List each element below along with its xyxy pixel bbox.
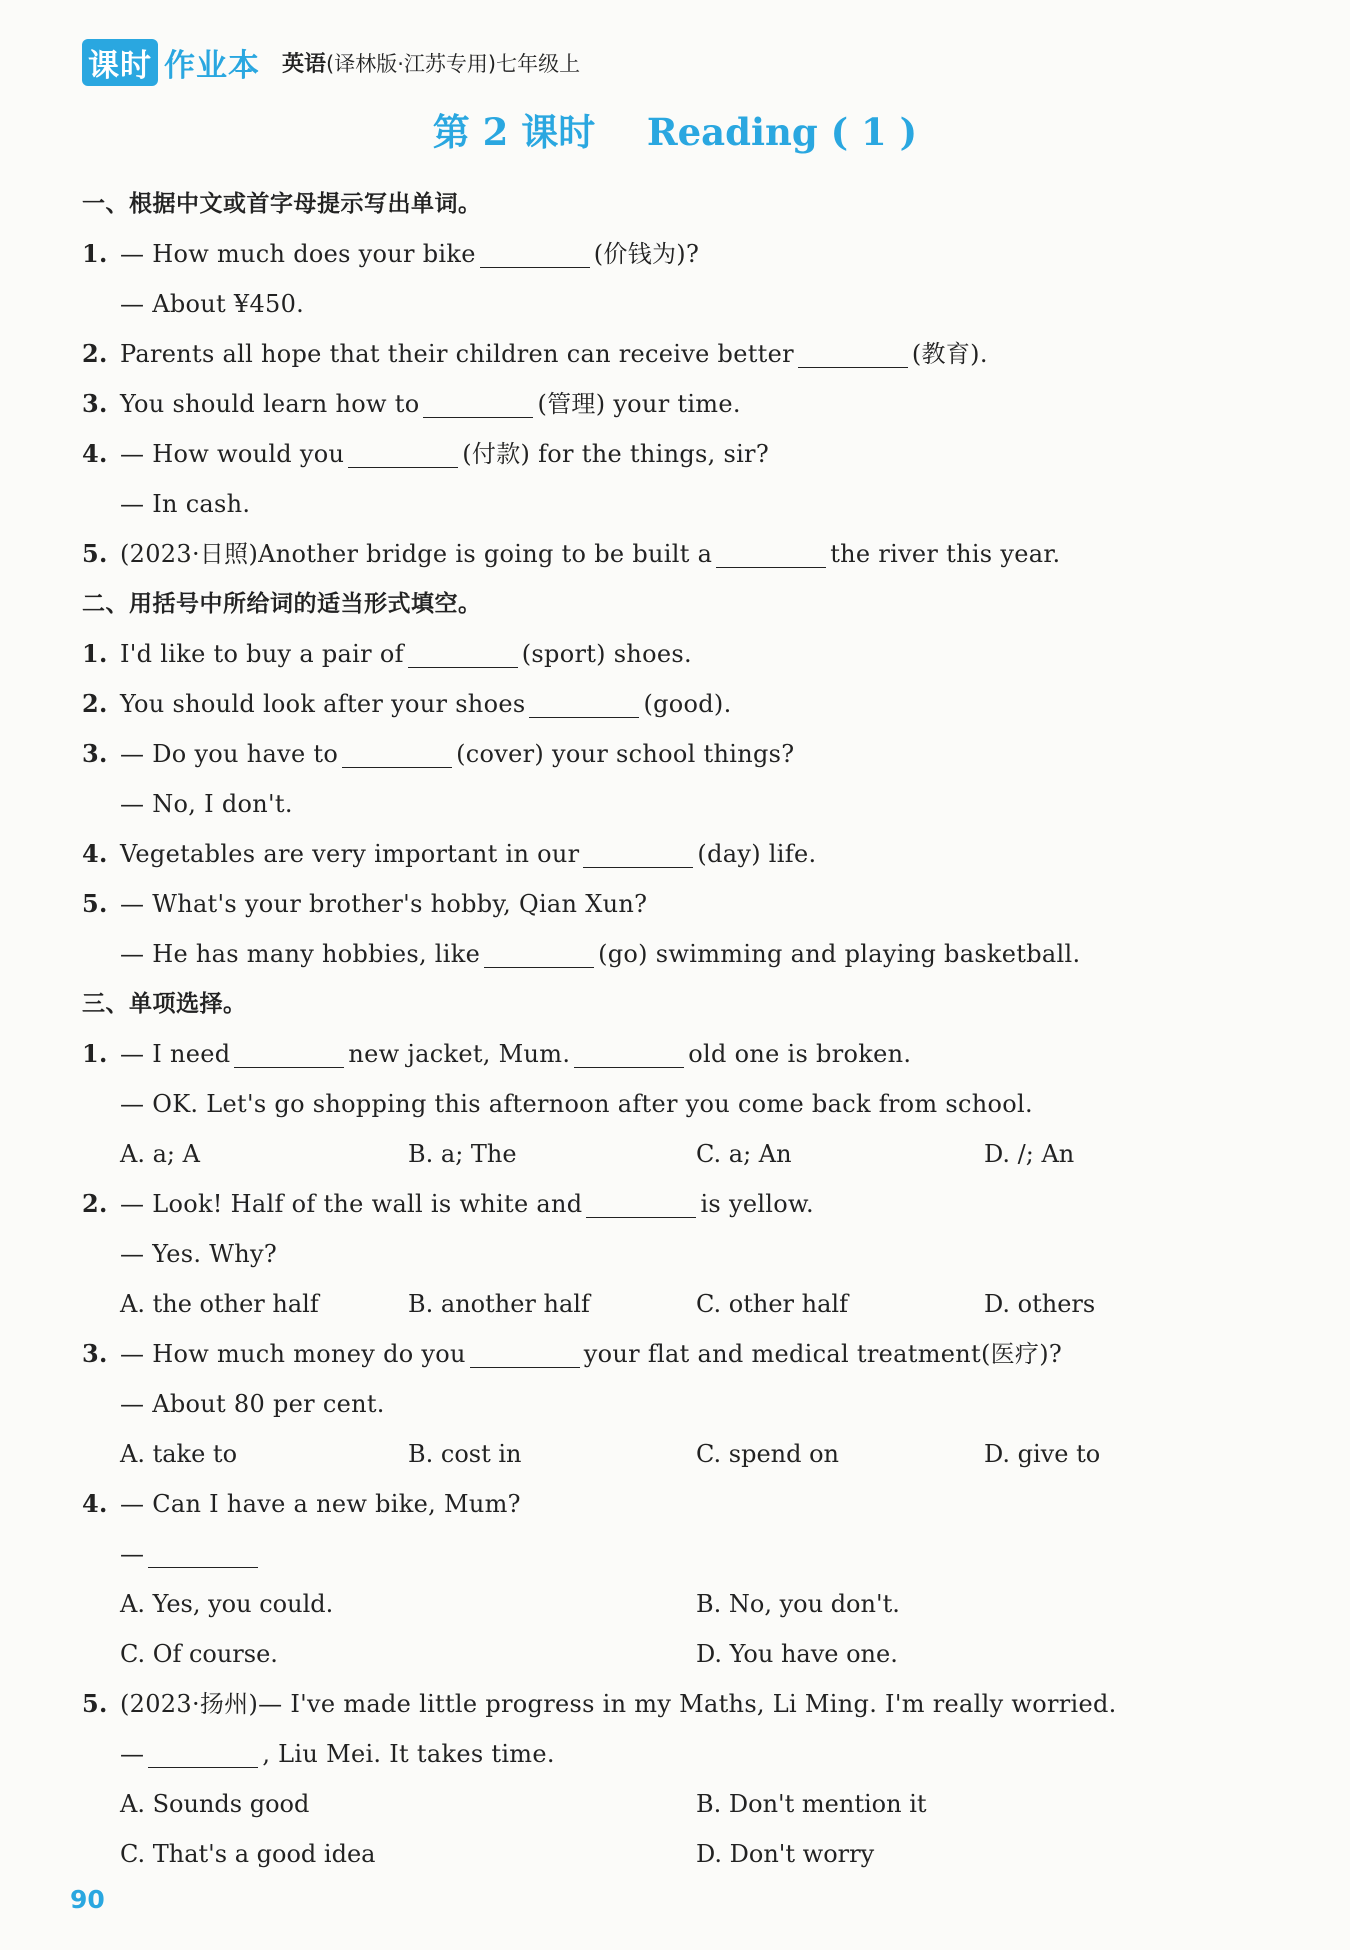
question-number: 5. [82,1689,108,1718]
question-number: 2. [82,1189,108,1218]
s3-q3-option-c[interactable]: C. spend on [696,1440,840,1468]
s3-q3-option-a[interactable]: A. take to [120,1440,238,1468]
s3-q4-reply [120,1536,262,1572]
answer-blank[interactable] [529,694,639,718]
book-logo [82,39,260,86]
s2-question-3 [82,736,794,772]
section-1-title: 一、根据中文或首字母提示写出单词。 [82,191,482,217]
question-number: 2. [82,689,108,718]
question-text: — What's your brother's hobby, Qian Xun? [120,890,648,918]
s3-q5-option-d[interactable]: D. Don't worry [696,1840,875,1868]
question-text: (day) life. [697,840,817,868]
s3-q1-reply: — OK. Let's go shopping this afternoon after you come back from school. [120,1090,1033,1118]
reply-dash: — [120,1540,145,1568]
question-text: You should learn how to [120,390,420,418]
s2-question-4 [82,836,816,872]
s3-q2-option-b[interactable]: B. another half [408,1290,590,1318]
question-text: You should look after your shoes [120,690,526,718]
s1-question-4 [82,436,769,472]
s2-q5-reply [120,936,1080,972]
answer-blank[interactable] [470,1344,580,1368]
question-text: — Do you have to [120,740,339,768]
reply-text: , Liu Mei. It takes time. [262,1740,555,1768]
question-number: 2. [82,339,108,368]
answer-blank[interactable] [574,1044,684,1068]
edition-label: (译林版·江苏专用)七年级上 [326,51,581,76]
question-text: the river this year. [830,540,1061,568]
question-number: 4. [82,439,108,468]
question-text: old one is broken. [688,1040,912,1068]
question-text: — I need [120,1040,231,1068]
s1-question-3 [82,386,741,422]
subject-label: 英语 [282,51,327,77]
question-number: 1. [82,1039,108,1068]
s3-question-3 [82,1336,1062,1372]
question-text: (付款) for the things, sir? [462,440,769,468]
s3-q4-option-a[interactable]: A. Yes, you could. [120,1590,334,1618]
s2-question-5 [82,886,647,922]
question-number: 3. [82,389,108,418]
s3-q4-option-d[interactable]: D. You have one. [696,1640,898,1668]
s3-question-2 [82,1186,814,1222]
s3-question-1 [82,1036,911,1072]
question-text: (管理) your time. [537,390,741,418]
question-text: (cover) your school things? [456,740,795,768]
question-text: — Look! Half of the wall is white and [120,1190,583,1218]
question-text: (教育). [911,340,988,368]
logo-sub-text: 作业本 [164,47,260,84]
reply-text: — He has many hobbies, like [120,940,481,968]
s2-question-2 [82,686,732,722]
question-number: 3. [82,1339,108,1368]
answer-blank[interactable] [583,844,693,868]
s3-q5-option-c[interactable]: C. That's a good idea [120,1840,376,1868]
s3-q4-option-b[interactable]: B. No, you don't. [696,1590,900,1618]
question-number: 5. [82,539,108,568]
question-text: — How much money do you [120,1340,466,1368]
question-number: 4. [82,1489,108,1518]
s1-question-1 [82,236,699,272]
answer-blank[interactable] [480,244,590,268]
section-3-title: 三、单项选择。 [82,991,247,1017]
s2-question-1 [82,636,692,672]
s1-question-5 [82,536,1060,572]
question-text: Parents all hope that their children can receive better [120,340,794,368]
question-number: 1. [82,639,108,668]
logo-main-text: 课时 [82,39,158,86]
s3-q1-option-d[interactable]: D. /; An [984,1140,1075,1168]
s1-q4-reply: — In cash. [120,490,251,518]
question-text: new jacket, Mum. [348,1040,571,1068]
answer-blank[interactable] [716,544,826,568]
question-number: 4. [82,839,108,868]
question-number: 3. [82,739,108,768]
question-text: — How would you [120,440,345,468]
answer-blank[interactable] [586,1194,696,1218]
s1-q1-reply: — About ¥450. [120,290,305,318]
s1-question-2 [82,336,988,372]
s3-q3-option-d[interactable]: D. give to [984,1440,1101,1468]
s3-q2-option-d[interactable]: D. others [984,1290,1096,1318]
answer-blank[interactable] [408,644,518,668]
s3-q4-option-c[interactable]: C. Of course. [120,1640,278,1668]
answer-blank[interactable] [148,1744,258,1768]
s3-q5-reply [120,1736,555,1772]
question-text: (sport) shoes. [521,640,692,668]
answer-blank[interactable] [348,444,458,468]
s3-q3-option-b[interactable]: B. cost in [408,1440,522,1468]
question-text: is yellow. [700,1190,814,1218]
question-text: (good). [643,690,732,718]
book-info [282,47,580,78]
s3-q2-option-a[interactable]: A. the other half [120,1290,319,1318]
s3-question-5 [82,1686,1117,1722]
question-text: (价钱为)? [593,240,700,268]
lesson-title: 第 2 课时 Reading ( 1 ) [432,110,918,154]
page-header [82,40,580,84]
s3-q1-option-a[interactable]: A. a; A [120,1140,200,1168]
answer-blank[interactable] [342,744,452,768]
s3-q2-reply: — Yes. Why? [120,1240,278,1268]
s3-question-4 [82,1486,521,1522]
s3-q2-option-c[interactable]: C. other half [696,1290,848,1318]
question-text: Vegetables are very important in our [120,840,580,868]
answer-blank[interactable] [798,344,908,368]
question-text: your flat and medical treatment(医疗)? [583,1340,1063,1368]
answer-blank[interactable] [148,1544,258,1568]
question-number: 1. [82,239,108,268]
question-text: — How much does your bike [120,240,476,268]
answer-blank[interactable] [423,394,533,418]
question-text: (2023·扬州)— I've made little progress in my Maths, Li Ming. I'm really worried. [120,1690,1117,1718]
reply-text: (go) swimming and playing basketball. [598,940,1081,968]
s3-q5-option-a[interactable]: A. Sounds good [120,1790,310,1818]
s3-q3-reply: — About 80 per cent. [120,1390,385,1418]
reply-dash: — [120,1740,145,1768]
section-2-title: 二、用括号中所给词的适当形式填空。 [82,591,482,617]
question-text: I'd like to buy a pair of [120,640,404,668]
s3-q1-option-b[interactable]: B. a; The [408,1140,517,1168]
answer-blank[interactable] [484,944,594,968]
s3-q1-option-c[interactable]: C. a; An [696,1140,792,1168]
question-text: (2023·日照)Another bridge is going to be built a [120,540,713,568]
page-number: 90 [70,1885,105,1914]
answer-blank[interactable] [234,1044,344,1068]
s2-q3-reply: — No, I don't. [120,790,293,818]
question-text: — Can I have a new bike, Mum? [120,1490,521,1518]
s3-q5-option-b[interactable]: B. Don't mention it [696,1790,927,1818]
question-number: 5. [82,889,108,918]
